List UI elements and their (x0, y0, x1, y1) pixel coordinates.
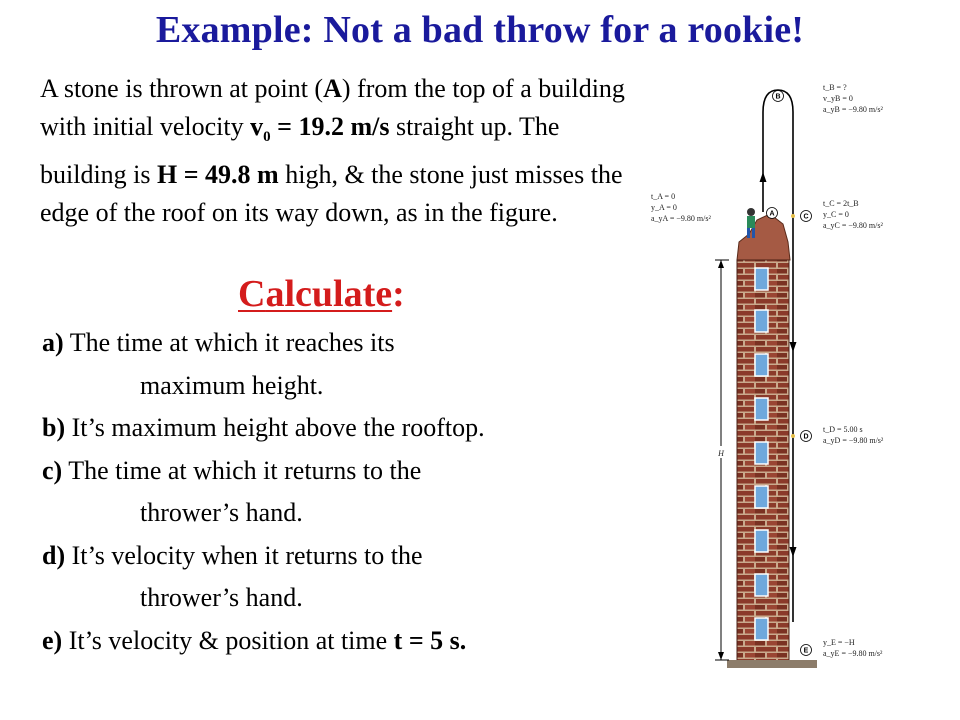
intro-text-1: A stone is thrown at point ( (40, 74, 324, 103)
svg-text:C: C (803, 213, 809, 221)
building-figure (645, 82, 955, 682)
question-b: b) It’s maximum height above the rooftop. (42, 413, 485, 442)
svg-text:y_E = −H: y_E = −H (823, 638, 855, 647)
label-b (823, 83, 883, 114)
question-c-cont: thrower’s hand. (140, 498, 303, 527)
arrow-up (760, 172, 767, 182)
windows (755, 268, 768, 640)
arrow-down-2 (790, 547, 797, 557)
svg-text:B: B (775, 93, 781, 101)
intro-text-3: straight up. The building is (40, 112, 560, 190)
problem-statement (40, 70, 640, 232)
roof-edge (737, 214, 790, 260)
question-d-cont: thrower’s hand. (140, 583, 303, 612)
svg-text:a_yD = −9.80 m/s²: a_yD = −9.80 m/s² (823, 436, 884, 445)
height-value: H = 49.8 m (157, 160, 279, 190)
point-a-label: A (323, 74, 342, 103)
svg-text:t_C = 2t_B: t_C = 2t_B (823, 199, 859, 208)
label-c (823, 199, 883, 230)
svg-text:y_C = 0: y_C = 0 (823, 210, 849, 219)
svg-text:a_yA = −9.80 m/s²: a_yA = −9.80 m/s² (651, 214, 711, 223)
svg-text:t_A = 0: t_A = 0 (651, 192, 676, 201)
point-e-marker (801, 645, 812, 656)
svg-text:y_A = 0: y_A = 0 (651, 203, 677, 212)
slide-title: Example: Not a bad throw for a rookie! (155, 9, 805, 51)
svg-text:a_yE = −9.80 m/s²: a_yE = −9.80 m/s² (823, 649, 883, 658)
point-d-marker (791, 431, 812, 442)
label-a (651, 192, 711, 223)
question-c: c) The time at which it returns to the (42, 455, 422, 485)
calculate-heading: Calculate: (238, 273, 405, 315)
velocity-value: $v_0 = 19.2$ m/s (250, 112, 390, 146)
question-e: e) It’s velocity & position at time t = 5 s. (42, 625, 467, 655)
svg-text:D: D (803, 433, 809, 441)
question-d: d) It’s velocity when it returns to the (42, 540, 423, 570)
ground (727, 660, 817, 668)
svg-text:t_B = ?: t_B = ? (823, 83, 847, 92)
point-c-marker (791, 211, 812, 222)
question-a-cont: maximum height. (140, 370, 324, 400)
height-label: H (718, 449, 724, 458)
svg-text:a_yC = −9.80 m/s²: a_yC = −9.80 m/s² (823, 221, 883, 230)
svg-text:v_yB = 0: v_yB = 0 (823, 94, 853, 103)
label-e (823, 638, 883, 658)
height-dimension (715, 260, 729, 660)
point-a-marker (767, 208, 778, 219)
question-a: a) The time at which it reaches its (42, 328, 395, 357)
intro-text-4: high, & the stone just misses the edge of the roof on its way down, as in the figure. (40, 160, 623, 228)
svg-text:a_yB = −9.80 m/s²: a_yB = −9.80 m/s² (823, 105, 883, 114)
question-list (42, 322, 642, 662)
label-d (823, 425, 884, 445)
svg-text:A: A (769, 210, 775, 218)
intro-text-2: ) from the top of a building with initial velocity (40, 74, 625, 141)
svg-text:E: E (803, 647, 809, 655)
point-b-marker (773, 91, 784, 102)
svg-text:t_D = 5.00 s: t_D = 5.00 s (823, 425, 863, 434)
arrow-down-1 (790, 342, 797, 352)
